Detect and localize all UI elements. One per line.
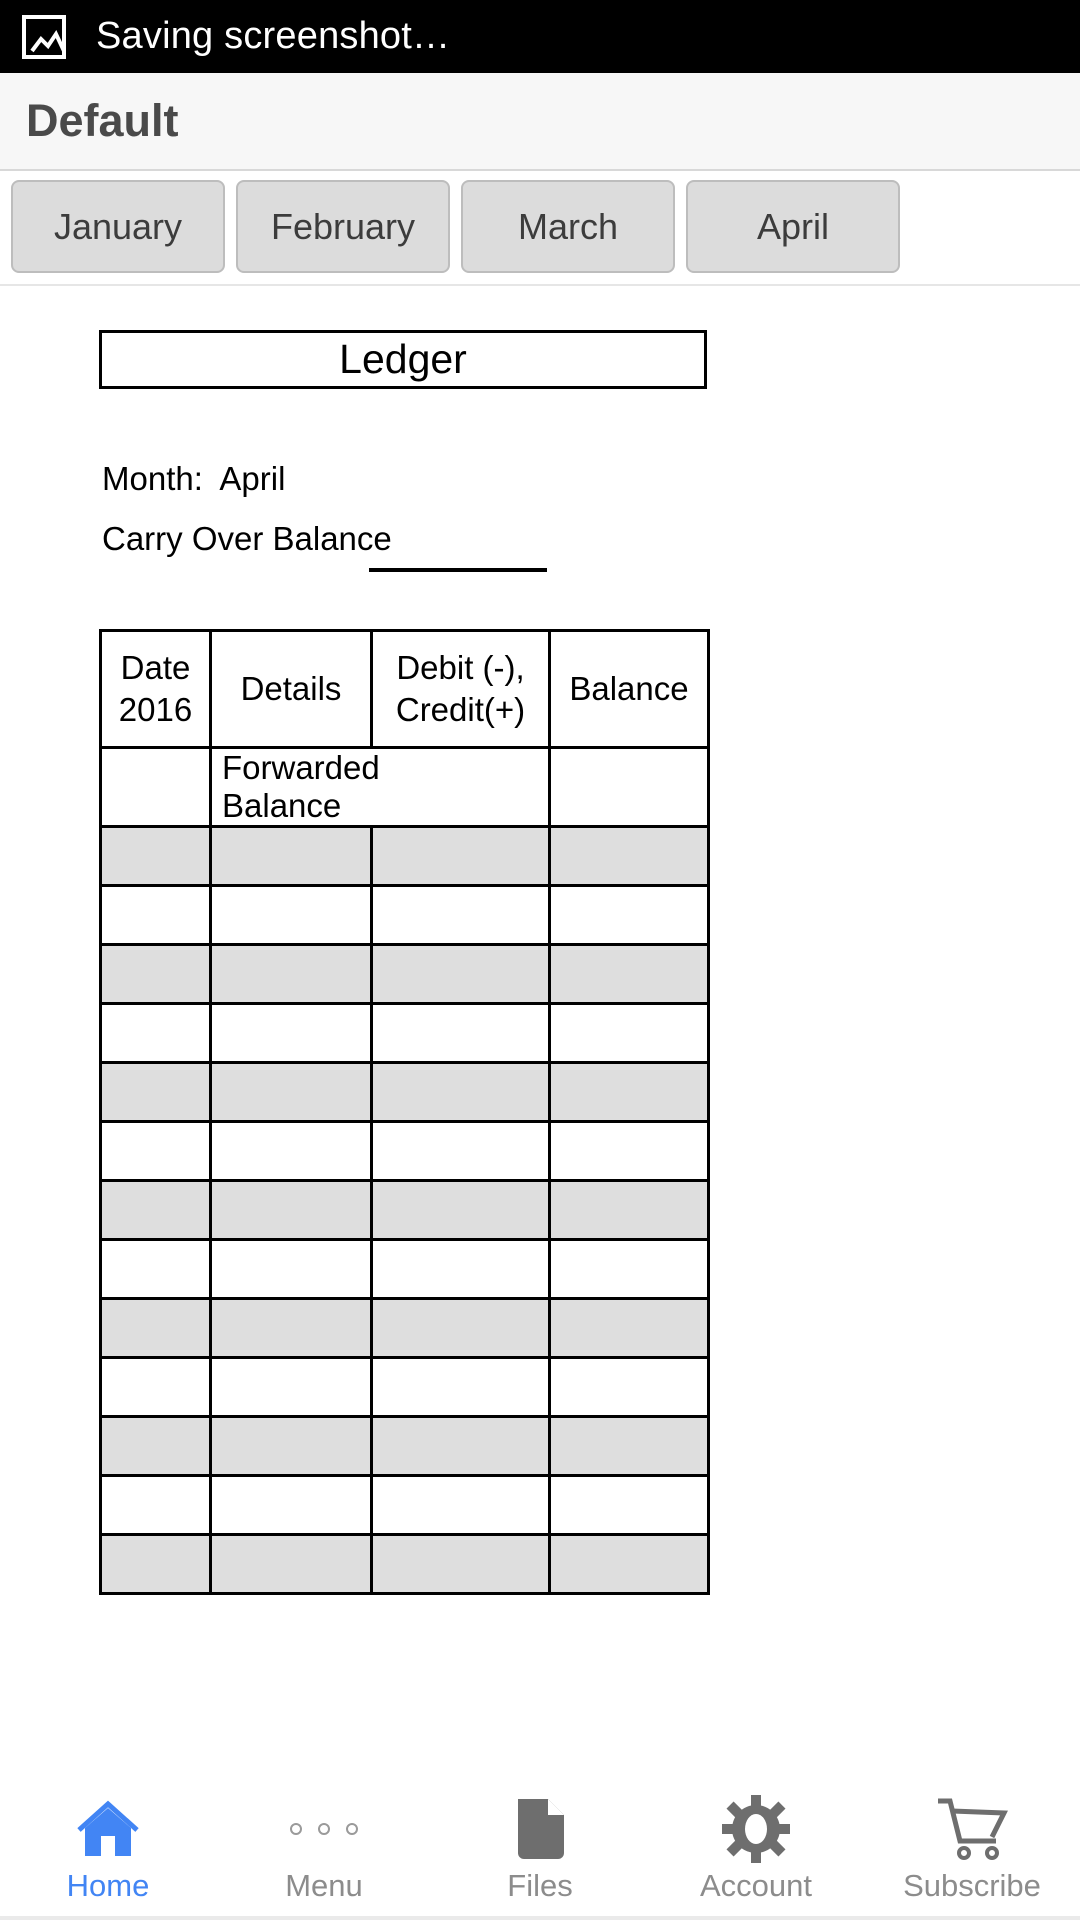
cell-amount[interactable] (372, 1063, 550, 1122)
bottom-navigation-bar[interactable] (0, 1779, 1080, 1920)
ledger-heading-text: Ledger (339, 336, 467, 382)
gear-icon (722, 1794, 790, 1864)
table-row[interactable] (101, 1240, 709, 1299)
column-header-details: Details (211, 631, 372, 748)
table-row[interactable] (101, 1004, 709, 1063)
month-field: Month: April (102, 460, 286, 497)
page-title: Default (26, 95, 179, 146)
shopping-cart-icon (936, 1794, 1008, 1864)
cell-details[interactable] (211, 1063, 372, 1122)
column-header-amount-line2: Credit(+) (395, 691, 526, 728)
cell-amount[interactable] (372, 1417, 550, 1476)
column-header-balance: Balance (550, 631, 709, 748)
cell-details[interactable] (211, 1358, 372, 1417)
cell-details[interactable] (211, 1299, 372, 1358)
table-row[interactable] (101, 1063, 709, 1122)
status-bar-text: Saving screenshot… (96, 15, 451, 57)
table-body (101, 748, 709, 1594)
cell-amount[interactable] (372, 1476, 550, 1535)
cell-date[interactable] (101, 1240, 211, 1299)
cell-balance[interactable] (550, 1063, 709, 1122)
nav-item-files[interactable] (432, 1780, 648, 1920)
cell-details[interactable] (211, 1240, 372, 1299)
nav-item-home[interactable] (0, 1780, 216, 1920)
table-row[interactable] (101, 1476, 709, 1535)
cell-amount[interactable] (372, 1122, 550, 1181)
cell-balance[interactable] (550, 1476, 709, 1535)
table-row[interactable] (101, 945, 709, 1004)
cell-balance[interactable] (550, 886, 709, 945)
cell-amount[interactable] (372, 945, 550, 1004)
image-saving-icon (22, 15, 66, 59)
cell-amount[interactable] (372, 886, 550, 945)
cell-details[interactable] (211, 945, 372, 1004)
tab-february[interactable] (236, 180, 450, 273)
cell-details[interactable] (211, 1004, 372, 1063)
cell-amount[interactable] (372, 1181, 550, 1240)
tab-march[interactable] (461, 180, 675, 273)
cell-date[interactable] (101, 1063, 211, 1122)
table-row[interactable] (101, 1181, 709, 1240)
cell-amount[interactable] (372, 827, 550, 886)
cell-balance[interactable] (550, 1181, 709, 1240)
nav-label: Files (507, 1868, 573, 1903)
cell-balance[interactable] (550, 1417, 709, 1476)
document-icon (512, 1794, 568, 1864)
ledger-document[interactable] (0, 288, 1080, 1770)
status-bar (0, 0, 1080, 73)
cell-amount[interactable] (372, 1535, 550, 1594)
cell-balance[interactable] (550, 1358, 709, 1417)
cell-details[interactable] (211, 1122, 372, 1181)
home-icon (75, 1794, 141, 1864)
cell-balance[interactable] (550, 1122, 709, 1181)
cell-details[interactable]: Forwarded Balance (211, 748, 372, 827)
column-header-date-line2: 2016 (118, 691, 193, 728)
cell-balance[interactable] (550, 1299, 709, 1358)
ledger-table (99, 629, 710, 1595)
cell-details[interactable] (211, 1417, 372, 1476)
cell-details[interactable] (211, 827, 372, 886)
cell-date[interactable] (101, 1181, 211, 1240)
table-row[interactable] (101, 1122, 709, 1181)
cell-details[interactable] (211, 1181, 372, 1240)
ledger-heading-box (99, 330, 707, 389)
tab-april[interactable] (686, 180, 900, 273)
month-tab-strip[interactable] (0, 171, 1080, 286)
cell-date[interactable] (101, 945, 211, 1004)
cell-balance[interactable] (550, 827, 709, 886)
carry-over-balance-label: Carry Over Balance (102, 520, 392, 557)
nav-item-subscribe[interactable] (864, 1780, 1080, 1920)
cell-date[interactable] (101, 827, 211, 886)
cell-balance[interactable] (550, 945, 709, 1004)
title-bar (0, 73, 1080, 171)
cell-balance[interactable] (550, 1240, 709, 1299)
cell-date[interactable] (101, 1476, 211, 1535)
cell-amount[interactable] (372, 1004, 550, 1063)
cell-date[interactable] (101, 1299, 211, 1358)
cell-date[interactable] (101, 1122, 211, 1181)
nav-label: Home (66, 1868, 150, 1903)
cell-details[interactable] (211, 1535, 372, 1594)
nav-item-menu[interactable] (216, 1780, 432, 1920)
tab-label: January (53, 205, 183, 247)
table-row-forwarded-balance[interactable] (101, 748, 709, 827)
cell-balance[interactable] (550, 748, 709, 827)
cell-date[interactable] (101, 1004, 211, 1063)
nav-label: Subscribe (903, 1868, 1041, 1903)
tab-label: April (756, 205, 830, 247)
cell-amount[interactable] (372, 1299, 550, 1358)
nav-label: Menu (285, 1868, 363, 1903)
cell-details[interactable] (211, 886, 372, 945)
cell-balance[interactable] (550, 1535, 709, 1594)
cell-details[interactable] (211, 1476, 372, 1535)
tab-label: March (517, 205, 619, 247)
cell-amount[interactable] (372, 1358, 550, 1417)
cell-amount[interactable] (372, 1240, 550, 1299)
table-row[interactable] (101, 1358, 709, 1417)
cell-date[interactable] (101, 886, 211, 945)
cell-date[interactable] (101, 1417, 211, 1476)
cell-date[interactable] (101, 1535, 211, 1594)
carry-over-balance-input-rule[interactable] (369, 568, 547, 572)
table-header-row (101, 631, 709, 748)
three-dots-icon (290, 1794, 358, 1864)
cell-date[interactable] (101, 1358, 211, 1417)
column-header-amount (372, 631, 550, 748)
table-row[interactable] (101, 827, 709, 886)
column-header-date (101, 631, 211, 748)
cell-amount[interactable] (372, 748, 550, 827)
table-row[interactable] (101, 886, 709, 945)
column-header-amount-line1: Debit (-), (396, 648, 525, 686)
nav-label: Account (699, 1868, 812, 1903)
table-row[interactable] (101, 1417, 709, 1476)
cell-balance[interactable] (550, 1004, 709, 1063)
cell-date[interactable] (101, 748, 211, 827)
column-header-date-line1: Date (120, 648, 191, 686)
table-row[interactable] (101, 1535, 709, 1594)
table-row[interactable] (101, 1299, 709, 1358)
nav-item-account[interactable] (648, 1780, 864, 1920)
tab-label: February (270, 205, 416, 247)
tab-january[interactable] (11, 180, 225, 273)
